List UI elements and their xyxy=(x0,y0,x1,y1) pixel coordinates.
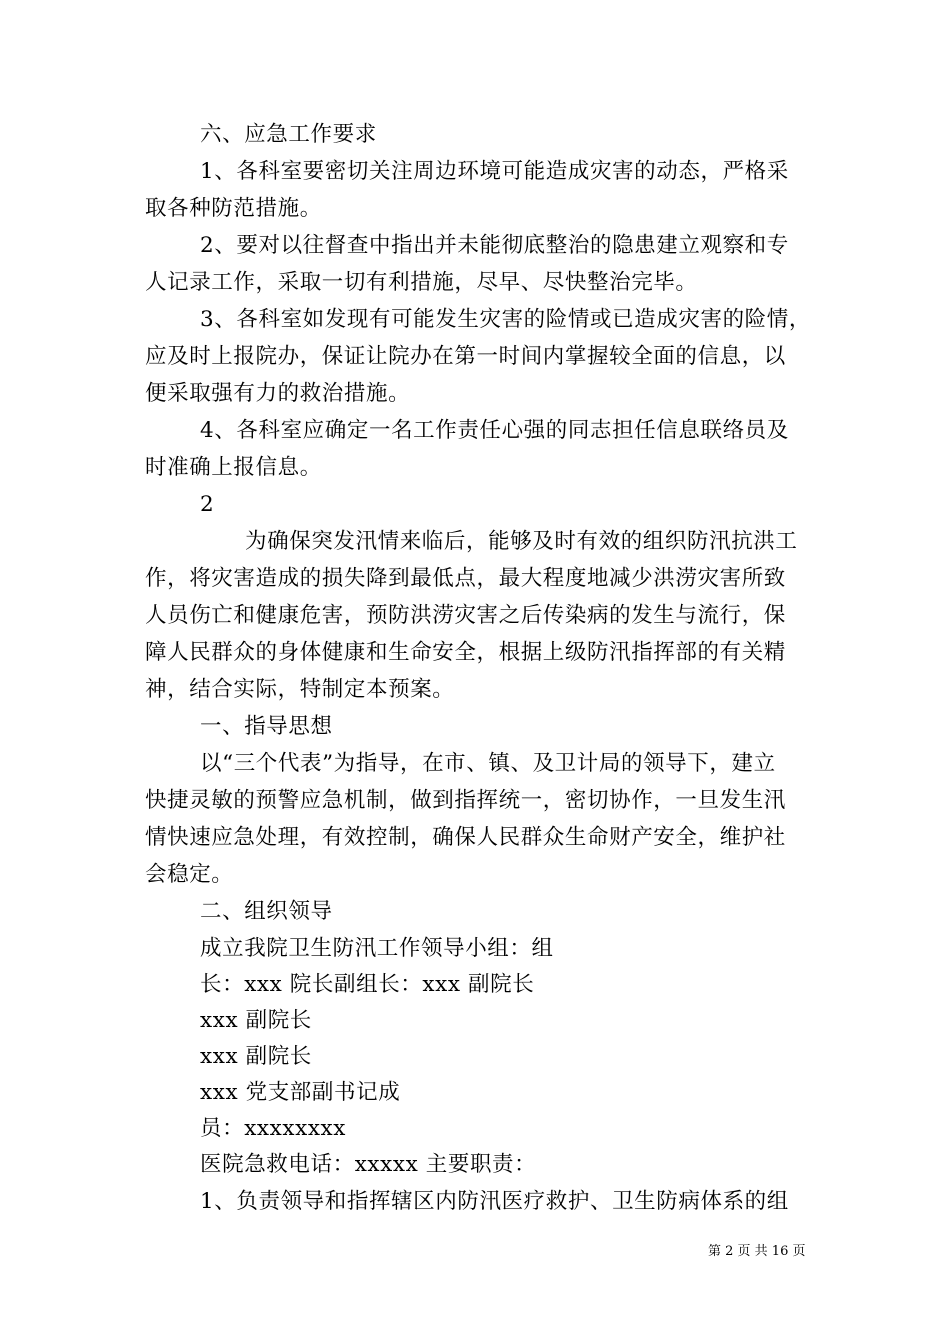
paragraph-line: 3、各科室如发现有可能发生灾害的险情或已造成灾害的险情， xyxy=(200,307,811,332)
paragraph-line: 快捷灵敏的预警应急机制，做到指挥统一，密切协作，一旦发生汛 xyxy=(145,788,786,813)
paragraph-line: 员：xxxxxxxx xyxy=(200,1116,347,1141)
heading-emergency-requirements: 六、应急工作要求 xyxy=(200,122,377,147)
paragraph-line: 为确保突发汛情来临后，能够及时有效的组织防汛抗洪工 xyxy=(245,529,798,554)
paragraph-line: 人员伤亡和健康危害，预防洪涝灾害之后传染病的发生与流行，保 xyxy=(145,603,786,628)
paragraph-line: 应及时上报院办，保证让院办在第一时间内掌握较全面的信息，以 xyxy=(145,344,786,369)
paragraph-line: 长：xxx 院长副组长：xxx 副院长 xyxy=(200,972,535,997)
paragraph-line: 人记录工作，采取一切有利措施，尽早、尽快整治完毕。 xyxy=(145,270,698,295)
paragraph-line: xxx 党支部副书记成 xyxy=(200,1080,401,1105)
section-number: 2 xyxy=(200,492,215,517)
paragraph-line: 4、各科室应确定一名工作责任心强的同志担任信息联络员及 xyxy=(200,418,789,443)
paragraph-line: 医院急救电话：xxxxx 主要职责： xyxy=(200,1152,537,1177)
paragraph-line: 以“三个代表”为指导，在市、镇、及卫计局的领导下，建立 xyxy=(200,751,776,776)
paragraph-line: 神，结合实际，特制定本预案。 xyxy=(145,677,455,702)
paragraph-line: 会稳定。 xyxy=(145,862,234,887)
paragraph-line: xxx 副院长 xyxy=(200,1008,312,1033)
paragraph-line: 便采取强有力的救治措施。 xyxy=(145,381,411,406)
paragraph-line: 作，将灾害造成的损失降到最低点，最大程度地减少洪涝灾害所致 xyxy=(145,566,786,591)
paragraph-line: 成立我院卫生防汛工作领导小组：组 xyxy=(200,936,554,961)
paragraph-line: xxx 副院长 xyxy=(200,1044,312,1069)
paragraph-line: 1、负责领导和指挥辖区内防汛医疗救护、卫生防病体系的组 xyxy=(200,1189,789,1214)
paragraph-line: 1、各科室要密切关注周边环境可能造成灾害的动态，严格采 xyxy=(200,159,789,184)
paragraph-line: 时准确上报信息。 xyxy=(145,455,322,480)
heading-guiding-ideology: 一、指导思想 xyxy=(200,714,333,739)
page-footer: 第 2 页 共 16 页 xyxy=(708,1244,806,1259)
paragraph-line: 障人民群众的身体健康和生命安全，根据上级防汛指挥部的有关精 xyxy=(145,640,786,665)
paragraph-line: 取各种防范措施。 xyxy=(145,196,322,221)
heading-organization: 二、组织领导 xyxy=(200,899,333,924)
paragraph-line: 2、要对以往督查中指出并未能彻底整治的隐患建立观察和专 xyxy=(200,233,789,258)
paragraph-line: 情快速应急处理，有效控制，确保人民群众生命财产安全，维护社 xyxy=(145,825,786,850)
